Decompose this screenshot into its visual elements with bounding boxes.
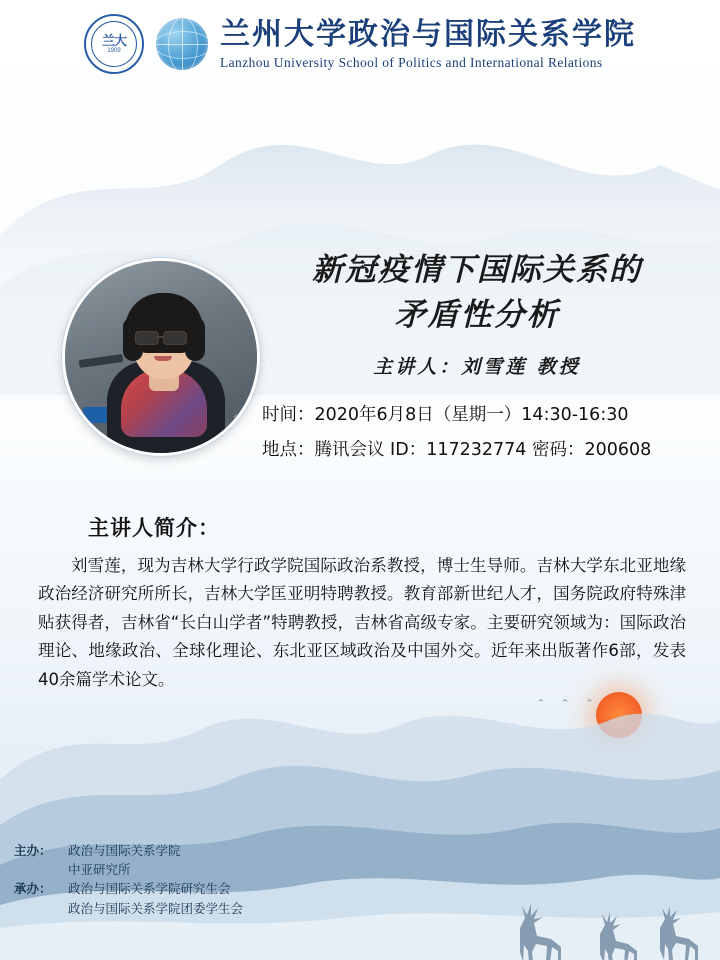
credits-host-item-1: 中亚研究所: [68, 861, 131, 877]
bio-text: 刘雪莲，现为吉林大学行政学院国际政治系教授，博士生导师。吉林大学东北亚地缘政治经济研究所所长，吉林大学匡亚明特聘教授。教育部新世纪人才，国务院政府特殊津贴获得者，吉林省“长白山学者”特聘教授，吉林省高级专家。主要研究领域为：国际政治理论、地缘政治、全球化理论、东北亚区域政治及中国外交。近年来出版著作6部，发表40余篇学术论文。: [38, 556, 686, 689]
title-line-1: 新冠疫情下国际关系的: [312, 252, 642, 288]
school-name-en: Lanzhou University School of Politics and International Relations: [220, 54, 603, 70]
speaker-label: 主讲人：刘雪莲 教授: [373, 356, 581, 378]
seal-glyph: 兰大: [101, 32, 126, 48]
speaker-portrait: [62, 258, 260, 456]
seal-year: 1909: [107, 48, 121, 55]
credits-host-item-0: 政治与国际关系学院: [68, 842, 181, 858]
header-titles: [220, 18, 636, 71]
header: [0, 14, 720, 74]
credits-host-row: [14, 841, 243, 880]
glasses-left-icon: [135, 331, 159, 345]
university-seal-icon: [84, 14, 144, 74]
credits-organizer-item-1: 政治与国际关系学院团委学生会: [68, 900, 244, 916]
school-name-cn: 兰州大学政治与国际关系学院: [220, 16, 636, 52]
credits-organizer-label: 承办：: [14, 881, 52, 897]
event-meta: [262, 398, 710, 468]
event-time: 时间：2020年6月8日（星期一）14:30-16:30: [262, 405, 629, 425]
credits-host-label: 主办：: [14, 842, 52, 858]
birds-icon: ⌃ ⌃ ⌃: [536, 698, 600, 710]
credits-organizer-item-0: 政治与国际关系学院研究生会: [68, 881, 231, 897]
bio-heading: 主讲人简介：: [88, 515, 220, 540]
title-line-2: 矛盾性分析: [394, 296, 560, 333]
event-place: 地点：腾讯会议 ID：117232774 密码：200608: [262, 440, 652, 460]
portrait-caption: 刘雪: [232, 414, 251, 424]
credits-block: [14, 841, 243, 919]
credits-organizer-row: [14, 879, 243, 918]
glasses-right-icon: [163, 331, 187, 345]
globe-icon: [156, 18, 208, 70]
page-title: [262, 248, 692, 338]
